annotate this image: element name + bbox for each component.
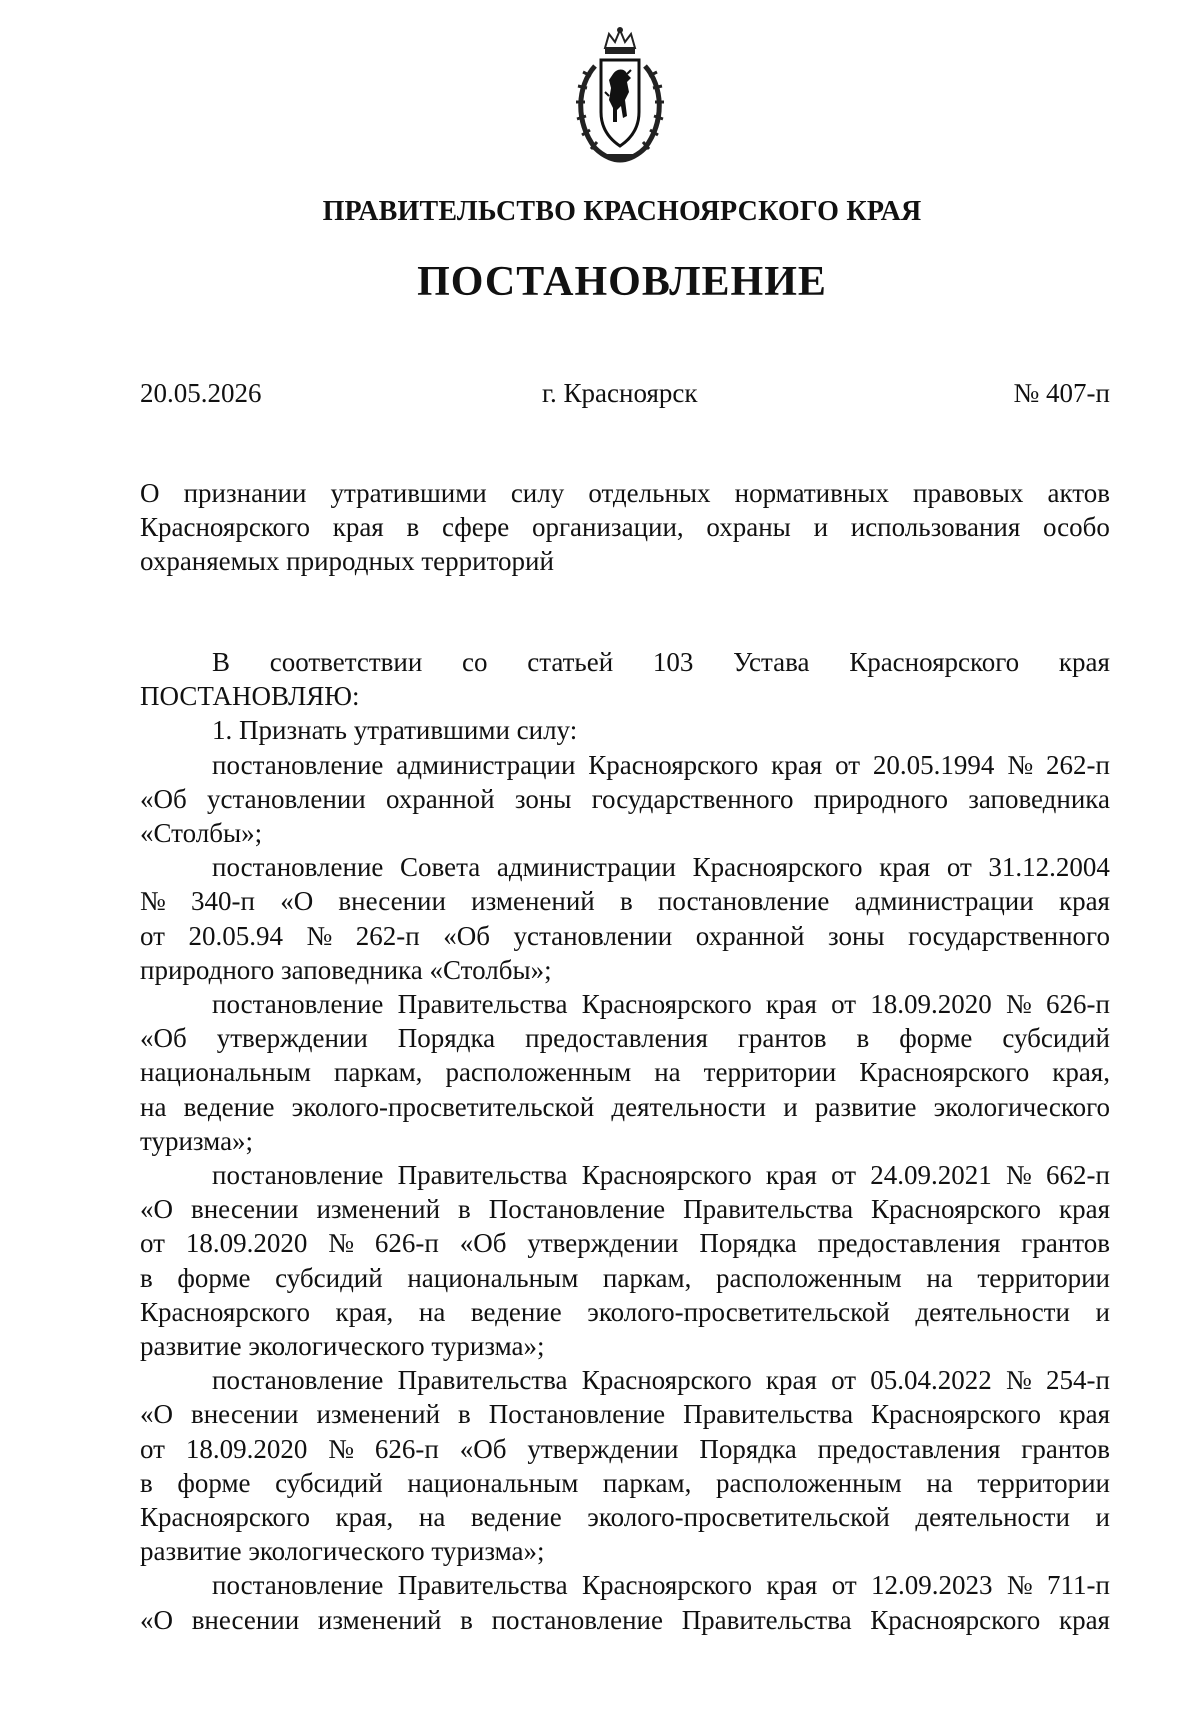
word: 626-п [1045, 989, 1110, 1020]
word: со [462, 647, 488, 677]
word: утверждении [527, 1228, 679, 1259]
word: от [140, 1433, 165, 1464]
act-line [140, 1158, 1110, 1192]
word: № [306, 920, 333, 951]
word: 340-п [191, 886, 255, 917]
word: соответствии [269, 647, 423, 677]
word: Правительства [683, 1194, 854, 1225]
word: на [418, 1502, 446, 1533]
word: изменений [471, 886, 595, 917]
act-line [140, 1363, 1110, 1397]
word: Постановление [488, 1399, 666, 1430]
word: О [140, 478, 160, 508]
word: субсидий [1002, 1023, 1110, 1054]
act-line [140, 919, 1110, 953]
act-line [140, 1021, 1110, 1055]
word: паркам, [602, 1262, 692, 1293]
word: от [140, 920, 165, 951]
word: Совета [400, 852, 481, 883]
act-line: туризма»; [140, 1125, 254, 1156]
word: № [140, 886, 166, 917]
document-type-title: ПОСТАНОВЛЕНИЕ [417, 259, 827, 305]
word: признании [183, 478, 307, 508]
word: утверждении [527, 1433, 679, 1464]
word: установлении [206, 783, 366, 814]
repealed-act [140, 1158, 1110, 1363]
word: паркам, [602, 1467, 692, 1498]
word: паркам, [333, 1057, 423, 1088]
act-line [140, 987, 1110, 1021]
word: № [1006, 1160, 1032, 1191]
word: в [140, 1467, 153, 1498]
act-line [140, 1397, 1110, 1431]
word: «О [140, 1604, 173, 1635]
word: края [879, 852, 931, 883]
word: № [1007, 749, 1034, 780]
word: расположенным [445, 1057, 632, 1088]
word: 31.12.2004 [988, 852, 1110, 883]
word: постановление [212, 852, 384, 883]
act-line [140, 748, 1110, 782]
word: Правительства [683, 1399, 854, 1430]
repealed-act [140, 987, 1110, 1158]
word: расположенным [715, 1467, 902, 1498]
word: в [458, 1399, 471, 1430]
word: субсидий [275, 1467, 383, 1498]
word: № [1006, 1570, 1033, 1601]
word: края [766, 1570, 818, 1601]
act-line [140, 1192, 1110, 1226]
word: нормативных [734, 478, 889, 508]
word: деятельности [611, 1091, 766, 1122]
word: Красноярского [871, 1399, 1041, 1430]
word: «Об [443, 920, 490, 951]
word: Постановление [488, 1194, 666, 1225]
word: природного [813, 783, 948, 814]
word: Красноярского [140, 1296, 310, 1327]
word: в [856, 1023, 870, 1054]
word: внесении [191, 1604, 300, 1635]
word: края [771, 749, 823, 780]
word: на [418, 1296, 446, 1327]
word: ведение [470, 1296, 562, 1327]
act-line [140, 1055, 1110, 1089]
word: Красноярского [859, 1057, 1030, 1088]
act-line [140, 1466, 1110, 1500]
word: установлении [513, 920, 673, 951]
subject-line [140, 476, 1110, 510]
word: сфере [441, 512, 510, 542]
word: актов [1047, 478, 1110, 508]
word: территории [703, 1057, 837, 1088]
word: в [460, 1604, 473, 1635]
repealed-act [140, 748, 1110, 851]
act-line [140, 1295, 1110, 1329]
act-line: «Столбы»; [140, 818, 263, 849]
word: «О [280, 886, 314, 917]
word: грантов [1021, 1228, 1110, 1259]
word: территории [977, 1262, 1110, 1293]
word: «Об [459, 1228, 507, 1259]
word: правовых [913, 478, 1024, 508]
word: Правительства [681, 1604, 852, 1635]
word: форме [177, 1262, 251, 1293]
word: края [1058, 647, 1110, 677]
word: заповедника [968, 783, 1110, 814]
act-line [140, 884, 1110, 918]
word: края [1058, 886, 1110, 917]
word: предоставления [525, 1023, 708, 1054]
word: постановление [212, 1570, 384, 1601]
word: на [926, 1262, 953, 1293]
word: администрации [496, 852, 676, 883]
word: в [406, 512, 420, 542]
preamble-line [140, 645, 1110, 679]
word: 20.05.1994 [872, 749, 995, 780]
document-date: 20.05.2026 [140, 378, 262, 408]
word: изменений [316, 1194, 441, 1225]
word: постановление [212, 749, 384, 780]
word: деятельности [915, 1296, 1070, 1327]
word: «О [140, 1194, 173, 1225]
word: 711-п [1046, 1570, 1110, 1601]
word: национальным [407, 1467, 579, 1498]
word: Правительства [397, 1570, 568, 1601]
word: отдельных [588, 478, 711, 508]
act-line [140, 1226, 1110, 1260]
word: края [1058, 1194, 1110, 1225]
word: и [1095, 1502, 1110, 1533]
word: 18.09.2020 [185, 1433, 308, 1464]
act-line [140, 1603, 1110, 1637]
item-1: 1. Признать утратившими силу: [212, 715, 578, 746]
word: форме [899, 1023, 973, 1054]
act-line: развитие экологического туризма»; [140, 1536, 545, 1567]
word: постановление [212, 989, 384, 1020]
word: изменений [317, 1604, 442, 1635]
act-line: природного заповедника «Столбы»; [140, 954, 552, 985]
organization-title: ПРАВИТЕЛЬСТВО КРАСНОЯРСКОГО КРАЯ [322, 196, 922, 227]
word: администрации [854, 886, 1034, 917]
repealed-act [140, 1363, 1110, 1568]
word: 18.09.2020 [870, 989, 992, 1020]
word: 626-п [374, 1228, 439, 1259]
word: статьей [527, 647, 614, 677]
word: форме [177, 1467, 251, 1498]
word: администрации [396, 749, 576, 780]
word: 20.05.94 [188, 920, 283, 951]
act-line [140, 1568, 1110, 1602]
repealed-act [140, 850, 1110, 987]
word: на [140, 1091, 167, 1122]
word: 24.09.2021 [870, 1160, 992, 1191]
word: экологического [933, 1091, 1110, 1122]
word: края [765, 989, 817, 1020]
word: расположенным [715, 1262, 902, 1293]
act-line [140, 1432, 1110, 1466]
word: зоны [827, 920, 885, 951]
word: края, [1052, 1057, 1110, 1088]
word: Устава [733, 647, 810, 677]
word: внесении [190, 1194, 299, 1225]
word: зоны [514, 783, 572, 814]
word: края [765, 1365, 817, 1396]
word: «Об [140, 783, 187, 814]
word: в [458, 1194, 471, 1225]
repealed-act [140, 1568, 1110, 1636]
word: Красноярского [140, 1502, 310, 1533]
word: 254-п [1045, 1365, 1110, 1396]
word: от [140, 1228, 165, 1259]
word: постановление [657, 886, 830, 917]
word: 12.09.2023 [871, 1570, 993, 1601]
word: деятельности [915, 1502, 1070, 1533]
word: утратившими [330, 478, 487, 508]
word: в [619, 886, 633, 917]
word: Красноярского [582, 1570, 752, 1601]
word: края [765, 1160, 817, 1191]
word: Порядка [397, 1023, 496, 1054]
word: и [783, 1091, 798, 1122]
word: постановление [212, 1160, 384, 1191]
word: внесении [190, 1399, 299, 1430]
act-line [140, 1261, 1110, 1295]
word: субсидий [275, 1262, 383, 1293]
word: утверждении [216, 1023, 368, 1054]
word: и [813, 512, 829, 542]
word: национальным [140, 1057, 311, 1088]
word: Красноярского [140, 512, 310, 542]
word: края [332, 512, 384, 542]
word: охраны [706, 512, 791, 542]
word: на [654, 1057, 681, 1088]
word: В [212, 647, 231, 677]
act-line [140, 782, 1110, 816]
word: ведение [183, 1091, 275, 1122]
word: № [328, 1433, 354, 1464]
word: от [835, 749, 861, 780]
subject-line [140, 510, 1110, 544]
document-number: № 407-п [1013, 378, 1110, 408]
word: и [1095, 1296, 1110, 1327]
word: от [946, 852, 972, 883]
word: от [831, 989, 857, 1020]
word: края, [335, 1502, 394, 1533]
word: «О [140, 1399, 173, 1430]
word: Правительства [397, 1365, 568, 1396]
word: от [831, 1570, 857, 1601]
word: Красноярского [581, 989, 752, 1020]
word: Красноярского [581, 1365, 752, 1396]
word: 18.09.2020 [185, 1228, 308, 1259]
document-city: г. Красноярск [542, 378, 698, 408]
word: эколого-просветительской [587, 1296, 890, 1327]
word: государственного [908, 920, 1110, 951]
word: Красноярского [870, 1604, 1041, 1635]
subject-line: охраняемых природных территорий [140, 546, 554, 576]
word: особо [1043, 512, 1110, 542]
word: края [1058, 1399, 1110, 1430]
word: Правительства [397, 989, 568, 1020]
act-line [140, 1090, 1110, 1124]
word: грантов [737, 1023, 827, 1054]
word: от [831, 1160, 857, 1191]
document-body [140, 645, 1110, 1637]
word: Красноярского [692, 852, 863, 883]
word: охранной [695, 920, 805, 951]
word: эколого-просветительской [291, 1091, 595, 1122]
word: «Об [140, 1023, 187, 1054]
word: Красноярского [849, 647, 1020, 677]
word: Красноярского [871, 1194, 1041, 1225]
word: предоставления [817, 1433, 1001, 1464]
word: 262-п [1045, 749, 1110, 780]
word: государственного [591, 783, 794, 814]
act-line: развитие экологического туризма»; [140, 1331, 545, 1362]
word: постановление [212, 1365, 384, 1396]
word: Красноярского [588, 749, 759, 780]
word: организации, [531, 512, 684, 542]
word: Порядка [699, 1433, 797, 1464]
word: 103 [652, 647, 694, 677]
decree-word: ПОСТАНОВЛЯЮ: [140, 681, 360, 712]
word: эколого-просветительской [587, 1502, 890, 1533]
word: использования [850, 512, 1021, 542]
word: внесении [338, 886, 446, 917]
word: национальным [407, 1262, 579, 1293]
word: Порядка [699, 1228, 797, 1259]
word: Правительства [397, 1160, 568, 1191]
word: «Об [459, 1433, 507, 1464]
act-line [140, 850, 1110, 884]
word: края, [335, 1296, 394, 1327]
word: края [1058, 1604, 1110, 1635]
word: ведение [470, 1502, 562, 1533]
word: № [328, 1228, 354, 1259]
word: 262-п [355, 920, 420, 951]
word: изменений [316, 1399, 441, 1430]
word: № [1006, 1365, 1032, 1396]
word: в [140, 1262, 153, 1293]
word: № [1006, 989, 1032, 1020]
word: силу [510, 478, 565, 508]
word: территории [977, 1467, 1110, 1498]
word: от [831, 1365, 857, 1396]
word: 662-п [1045, 1160, 1110, 1191]
word: охранной [385, 783, 495, 814]
word: 05.04.2022 [870, 1365, 992, 1396]
word: развитие [814, 1091, 917, 1122]
word: 626-п [374, 1433, 439, 1464]
krasnoyarsk-coat-of-arms-icon [565, 26, 675, 166]
word: грантов [1021, 1433, 1110, 1464]
document-subject [140, 476, 1110, 578]
act-line [140, 1500, 1110, 1534]
word: Красноярского [581, 1160, 752, 1191]
word: на [926, 1467, 953, 1498]
repealed-acts-list [140, 748, 1110, 1637]
word: предоставления [817, 1228, 1001, 1259]
word: постановление [491, 1604, 663, 1635]
